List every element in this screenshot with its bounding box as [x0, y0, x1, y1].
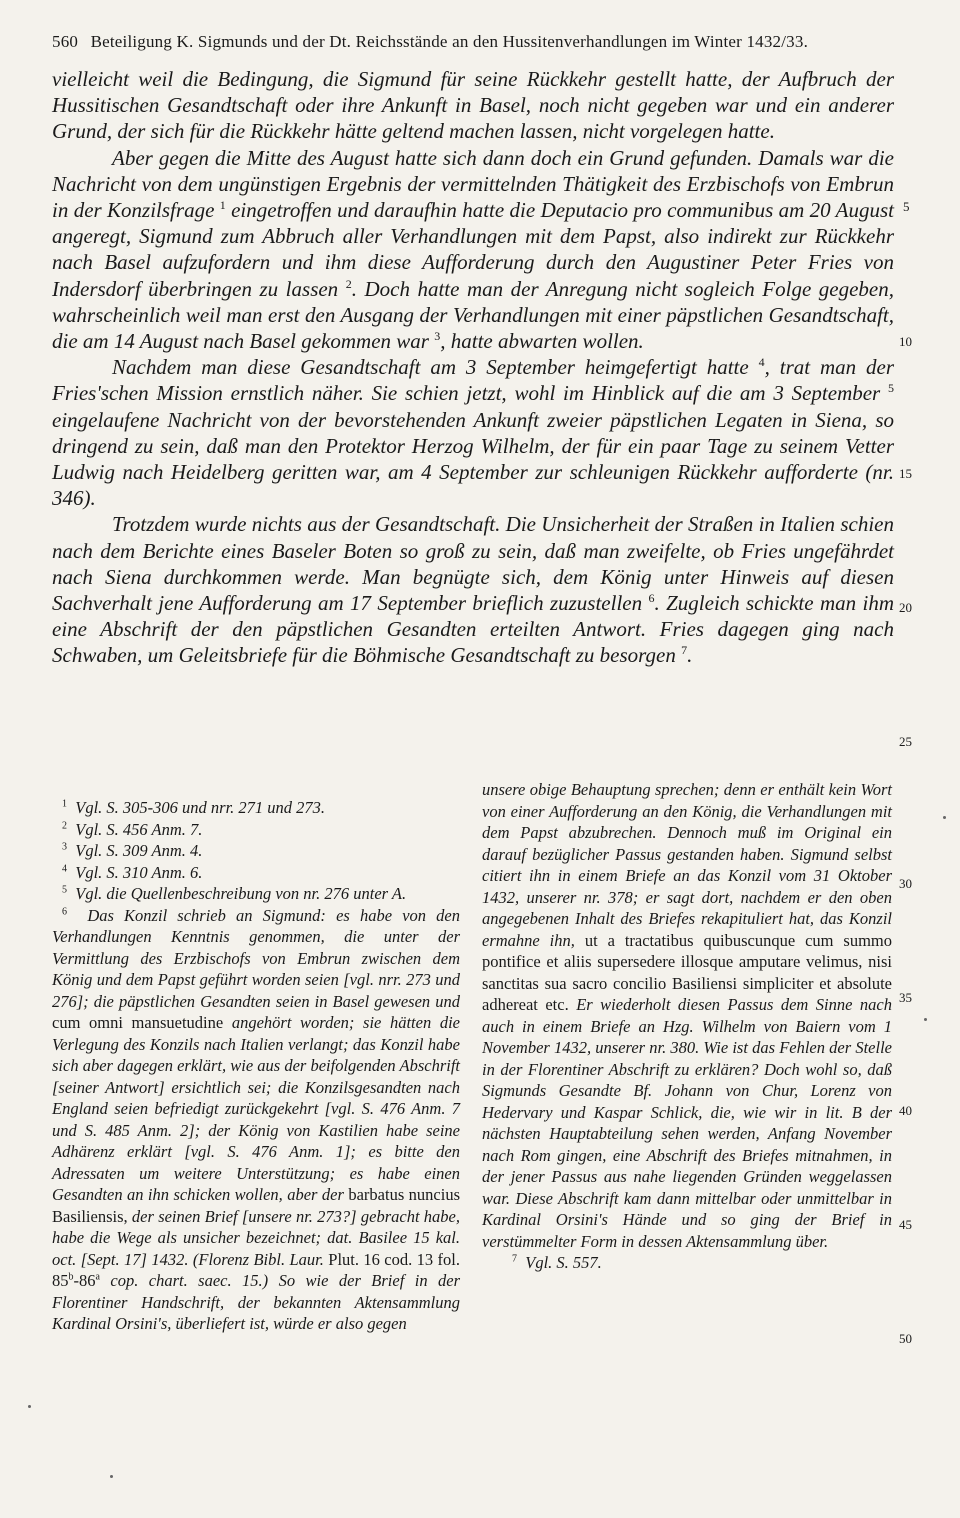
- footnotes-left-column: [52, 797, 460, 1335]
- footnote-text: Vgl. S. 557.: [525, 1253, 602, 1272]
- footnote-2: [52, 819, 460, 841]
- footnote-text: Vgl. S. 305-306 und nrr. 271 und 273.: [75, 798, 326, 817]
- shelfmark: Plut. 16 cod. 13 fol. 85: [52, 1249, 461, 1290]
- folio-side: b: [68, 1271, 74, 1283]
- page-number: 560: [52, 32, 79, 51]
- footnote-1: [52, 797, 460, 819]
- footnote-number: 3: [62, 841, 67, 853]
- paragraph-text: vielleicht weil die Bedingung, die Sigmund für seine Rückkehr gestellt hatte, der Aufbruch der Hussitischen Gesandtschaft oder ihre Ankunft in Basel, noch nicht gegeben war und ein anderer Grund, der sich für die Rückkehr hätte geltend machen lassen, nicht vorgelegen hatte.: [52, 67, 894, 144]
- paragraph: [52, 354, 894, 511]
- line-number: 5: [903, 199, 910, 214]
- footnote-7: [482, 1252, 892, 1274]
- footnote-number: 2: [62, 820, 67, 831]
- footnote-text: Das Konzil schrieb an Sigmund: es habe von den Verhandlungen Kenntnis genommen, die unter der Vermittlung des Erzbischofs von Embrun zwischen dem König und dem Papst geführt worden seien [vgl. nrr. 273 und 276]; die päpstlichen Gesandten seien in Basel gewesen und: [52, 905, 461, 1011]
- footnote-number: 4: [62, 863, 67, 874]
- paragraph-text: Trotzdem wurde nichts aus der Gesandtschaft. Die Unsicherheit der Straßen in Italien schien nach dem Berichte eines Baseler Boten so groß zu sein, daß man zweifelte, ob Fries ungefährdet nach Siena durchkommen werde. Man begnügte sich, dem König unter Hinweis auf diesen Sachverhalt jene Aufforderung am 17 September brieflich zuzustellen: [52, 512, 894, 616]
- paragraph-text: eingetroffen und daraufhin hatte die Deputacio pro communibus am 20 August angeregt, Sigmund zum Abbruch aller Verhandlungen mit dem Papst, also indirekt zur Rückkehr nach Basel aufzufordern und ihm diese Aufforderung durch den Augustiner Peter Fries von Indersdorf überbringen zu lassen: [52, 198, 894, 301]
- footnote-3: [52, 840, 460, 862]
- running-header: [52, 32, 902, 52]
- footnote-4: [52, 862, 460, 884]
- footnote-mark: 6: [648, 591, 655, 606]
- paragraph-text: .: [687, 643, 693, 668]
- line-number: 30: [899, 876, 912, 891]
- footnote-number: 6: [62, 906, 67, 917]
- footnote-mark: 1: [219, 198, 226, 213]
- paragraph: [52, 145, 894, 355]
- footnote-5: [52, 883, 460, 905]
- latin-quote: cum omni mansuetudine: [52, 1013, 224, 1032]
- line-number: 25: [899, 734, 912, 749]
- latin-quote: barbatus nuncius Basiliensis,: [52, 1185, 460, 1226]
- footnote-mark: 2: [345, 276, 352, 291]
- footnote-text: Vgl. S. 456 Anm. 7.: [75, 819, 203, 839]
- scan-speck: [110, 1475, 113, 1478]
- latin-quote: ut a tractatibus quibuscunque cum summo pontifice et aliis supersedere illosque amputare velimus, nisi sanctitas sua sacro concilio Basiliensi simpliciter et absolute adhereat etc.: [482, 930, 892, 1014]
- footnotes-right-column: [482, 779, 892, 1274]
- shelfmark: -86: [73, 1271, 96, 1290]
- footnote-number: 5: [62, 884, 67, 896]
- footnote-mark: 5: [888, 381, 894, 396]
- main-text: [52, 66, 894, 669]
- paragraph-text: , hatte abwarten wollen.: [440, 329, 644, 354]
- scan-speck: [943, 816, 946, 819]
- paragraph-text: . Zugleich schickte man ihm eine Abschrift der den päpstlichen Gesandten erteilten Antwort. Fries dagegen ging nach Schwaben, um Geleitsbriefe für die Böhmische Gesandtschaft zu besorgen: [52, 591, 894, 668]
- footnote-mark: 7: [681, 643, 688, 658]
- line-number: 35: [899, 990, 912, 1005]
- footnote-text: Vgl. S. 309 Anm. 4.: [75, 841, 203, 860]
- footnote-6-continued: [482, 779, 892, 1252]
- paragraph-text: , trat man der Fries'schen Mission ernstlich näher. Sie schien jetzt, wohl im Hinblick auf die am 3 September: [52, 355, 895, 406]
- line-number: 20: [899, 600, 912, 615]
- footnote-mark: 4: [758, 355, 765, 370]
- paragraph-text: Nachdem man diese Gesandtschaft am 3 September heimgefertigt hatte: [112, 355, 749, 380]
- footnote-number: 7: [512, 1253, 517, 1265]
- line-number: 10: [899, 334, 912, 349]
- line-number: 15: [899, 466, 912, 481]
- footnote-text: unsere obige Behauptung sprechen; denn er enthält kein Wort von einer Aufforderung an den König, die Verhandlungen mit dem Papst abzubrechen. Dennoch muß im Original ein darauf bezüglicher Passus gestanden haben. Sigmund selbst citiert ihn in einem Briefe an das Konzil vom 31 Oktober 1432, unserer nr. 378; er sagt dort, nachdem er den oben angegebenen Inhalt des Briefes rekapituliert hat, das Konzil ermahne ihn,: [482, 780, 892, 950]
- scan-speck: [924, 1018, 927, 1021]
- footnote-text: Er wiederholt diesen Passus dem Sinne nach auch in einem Briefe an Hzg. Wilhelm von Baiern vom 1 November 1432, unserer nr. 380. Wie ist das Fehlen der Stelle in der Florentiner Abschrift zu erklären? Doch wohl so, daß Sigmunds Gesandte Bf. Johann von Chur, Lorenz von Hedervary und Kaspar Schlick, die, wie wir in lit. B der nächsten Hauptabteilung sehen werden, Anfang November nach Rom gingen, eine Abschrift des Briefes mitnahmen, in der jener Passus aus nahe liegenden Gründen weggelassen war. Diese Abschrift kam dann mittelbar oder unmittelbar in Kardinal Orsini's Hände und so ging der Brief in verstümmelter Form in dessen Aktensammlung über.: [482, 995, 893, 1251]
- footnote-text: der seinen Brief [unsere nr. 273?] gebracht habe, habe die Wege als unsicher bezeichnet; dat. Basilee 15 kal. oct. [Sept. 17] 1432. (Florenz Bibl. Laur.: [52, 1206, 460, 1269]
- scan-speck: [28, 1405, 31, 1408]
- footnote-text: Vgl. S. 310 Anm. 6.: [75, 862, 203, 882]
- folio-side: a: [95, 1271, 100, 1283]
- line-number: 50: [899, 1331, 912, 1346]
- paragraph-text: Aber gegen die Mitte des August hatte sich dann doch ein Grund gefunden. Damals war die Nachricht von dem ungünstigen Ergebnis der vermittelnden Thätigkeit des Erzbischofs von Embrun in der Konzilsfrage: [52, 145, 894, 223]
- line-number: 45: [899, 1217, 912, 1232]
- footnote-text: Vgl. die Quellenbeschreibung von nr. 276 unter A.: [75, 884, 407, 903]
- footnote-number: 1: [62, 798, 67, 810]
- footnote-text: angehört worden; sie hätten die Verlegung des Konzils nach Italien verlangt; das Konzil habe sich aber dagegen erklärt, wie aus der beifolgenden Abschrift [seiner Antwort] ersichtlich sei; die Konzilsgesandten nach England seien befriedigt zurückgekehrt [vgl. S. 476 Anm. 7 und S. 485 Anm. 2]; der König von Kastilien habe seine Adhärenz erklärt [vgl. S. 476 Anm. 1]; es bitte den Adressaten um weitere Unterstützung; es habe einen Gesandten an ihn schicken wollen, aber der: [52, 1013, 461, 1204]
- running-title: Beteiligung K. Sigmunds und der Dt. Reichsstände an den Hussitenverhandlungen im Winter 1432/33.: [90, 32, 809, 51]
- paragraph: [52, 511, 894, 668]
- paragraph-text: . Doch hatte man der Anregung nicht sogleich Folge gegeben, wahrscheinlich weil man erst den Ausgang der Verhandlungen mit einer päpstlichen Gesandtschaft, die am 14 August nach Basel gekommen war: [52, 276, 894, 354]
- footnote-6: [52, 905, 460, 1335]
- footnote-text: cop. chart. saec. 15.) So wie der Brief in der Florentiner Handschrift, der bekannten Aktensammlung Kardinal Orsini's, überliefert ist, würde er also gegen: [52, 1271, 460, 1333]
- paragraph-text: eingelaufene Nachricht von der bevorstehenden Ankunft zweier päpstlichen Legaten in Siena, so dringend zu sein, daß man den Protektor Herzog Wilhelm, der für ein paar Tage zu seinem Vetter Ludwig nach Heidelberg geritten war, am 4 September zur schleunigen Rückkehr aufforderte (nr. 346).: [52, 407, 894, 511]
- line-number: 40: [899, 1103, 912, 1118]
- paragraph: [52, 66, 894, 145]
- footnote-mark: 3: [434, 329, 441, 344]
